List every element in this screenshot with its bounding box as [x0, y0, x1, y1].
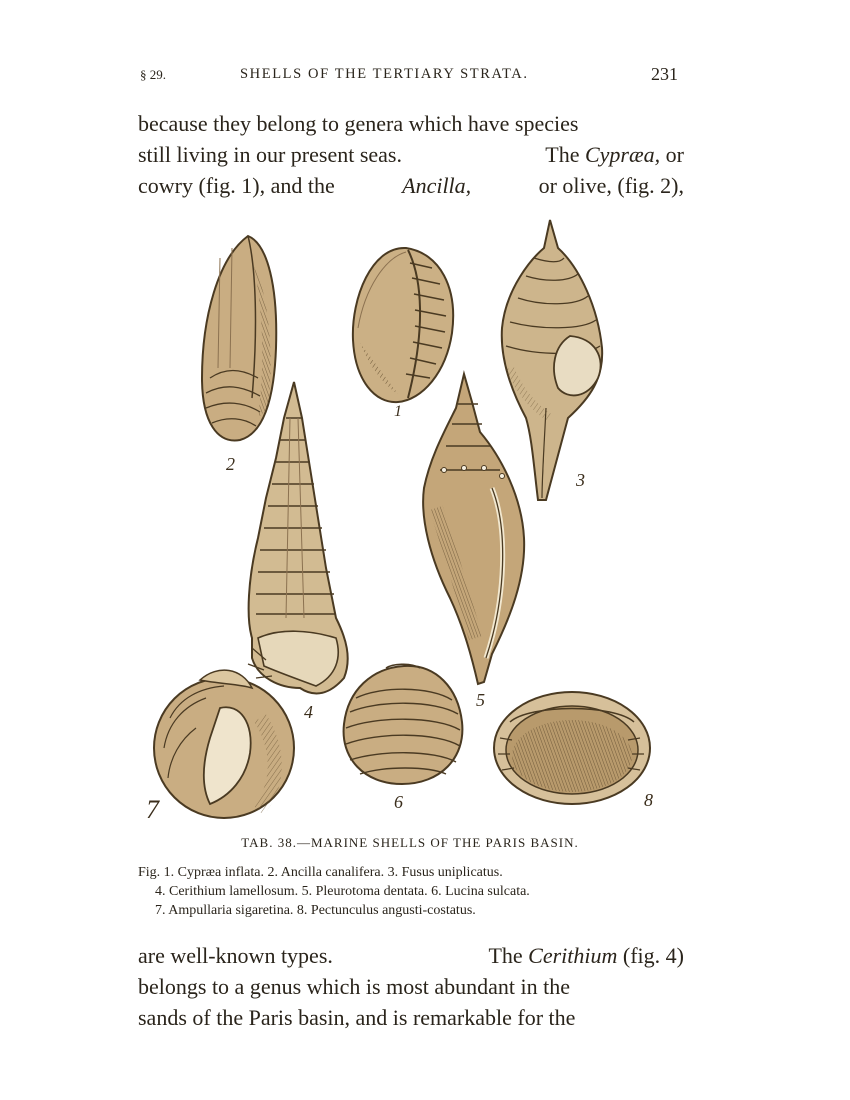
text-line-6: sands of the Paris basin, and is remarkable for the: [138, 1005, 576, 1030]
figure-label-7: 7: [146, 795, 159, 824]
caption-line-1: Fig. 1. Cypræa inflata. 2. Ancilla canalifera. 3. Fusus uniplicatus.: [138, 865, 503, 880]
text-line: [138, 139, 684, 170]
word-or: or: [665, 142, 684, 167]
text-line-2: still living in our present seas.: [138, 142, 402, 167]
shell-cerithium: [248, 382, 348, 693]
shell-fusus: [502, 220, 602, 500]
figure-label-4: 4: [304, 702, 313, 722]
genus-cerithium: Cerithium: [528, 943, 618, 968]
text-line-5: belongs to a genus which is most abundant in the: [138, 974, 570, 999]
genus-cypraea: Cypræa,: [584, 142, 661, 167]
text-line-1: because they belong to genera which have species: [138, 111, 579, 136]
bottom-paragraph: [138, 940, 684, 1033]
text-line-4a: are well-known types.: [138, 943, 333, 968]
figure-label-8: 8: [644, 790, 653, 810]
text-line-3c: or olive, (fig. 2),: [538, 173, 684, 198]
text-line: [138, 170, 684, 201]
shell-ancilla: [202, 236, 276, 440]
shell-cypraea: [353, 248, 453, 402]
text-line: [138, 971, 684, 1002]
figure-label-1: 1: [394, 403, 402, 420]
genus-ancilla: Ancilla,: [402, 173, 472, 198]
section-number: § 29.: [140, 67, 166, 82]
chapter-title: SHELLS OF THE TERTIARY STRATA.: [240, 66, 529, 82]
text-line: [138, 1002, 684, 1033]
shell-plate-illustration: [140, 218, 680, 838]
shell-pectunculus: [494, 692, 650, 804]
shell-pleurotoma: [423, 374, 524, 684]
running-head: [140, 66, 680, 88]
text-line-4b: [488, 940, 684, 971]
shell-lucina: [344, 664, 463, 784]
figure-label-6: 6: [394, 792, 403, 812]
caption-line-3: 7. Ampullaria sigaretina. 8. Pectunculus angusti-costatus.: [155, 903, 476, 918]
figure-label-2: 2: [226, 454, 235, 474]
plate-caption-title: TAB. 38.—MARINE SHELLS OF THE PARIS BASIN.: [241, 835, 579, 850]
figure-label-5: 5: [476, 690, 485, 710]
text-line-2b: [545, 139, 684, 170]
word-the: The: [545, 142, 580, 167]
top-paragraph: [138, 108, 684, 201]
fig-ref: (fig. 4): [622, 943, 684, 968]
figure-label-3: 3: [576, 470, 585, 490]
text-line: [138, 940, 684, 971]
plate-caption-list: [138, 863, 684, 920]
page-number: 231: [651, 64, 678, 84]
caption-line-2: 4. Cerithium lamellosum. 5. Pleurotoma dentata. 6. Lucina sulcata.: [155, 884, 530, 899]
word-the: The: [488, 943, 523, 968]
shell-ampullaria: [154, 670, 294, 818]
text-line-3a: cowry (fig. 1), and the: [138, 173, 335, 198]
text-line: [138, 108, 684, 139]
